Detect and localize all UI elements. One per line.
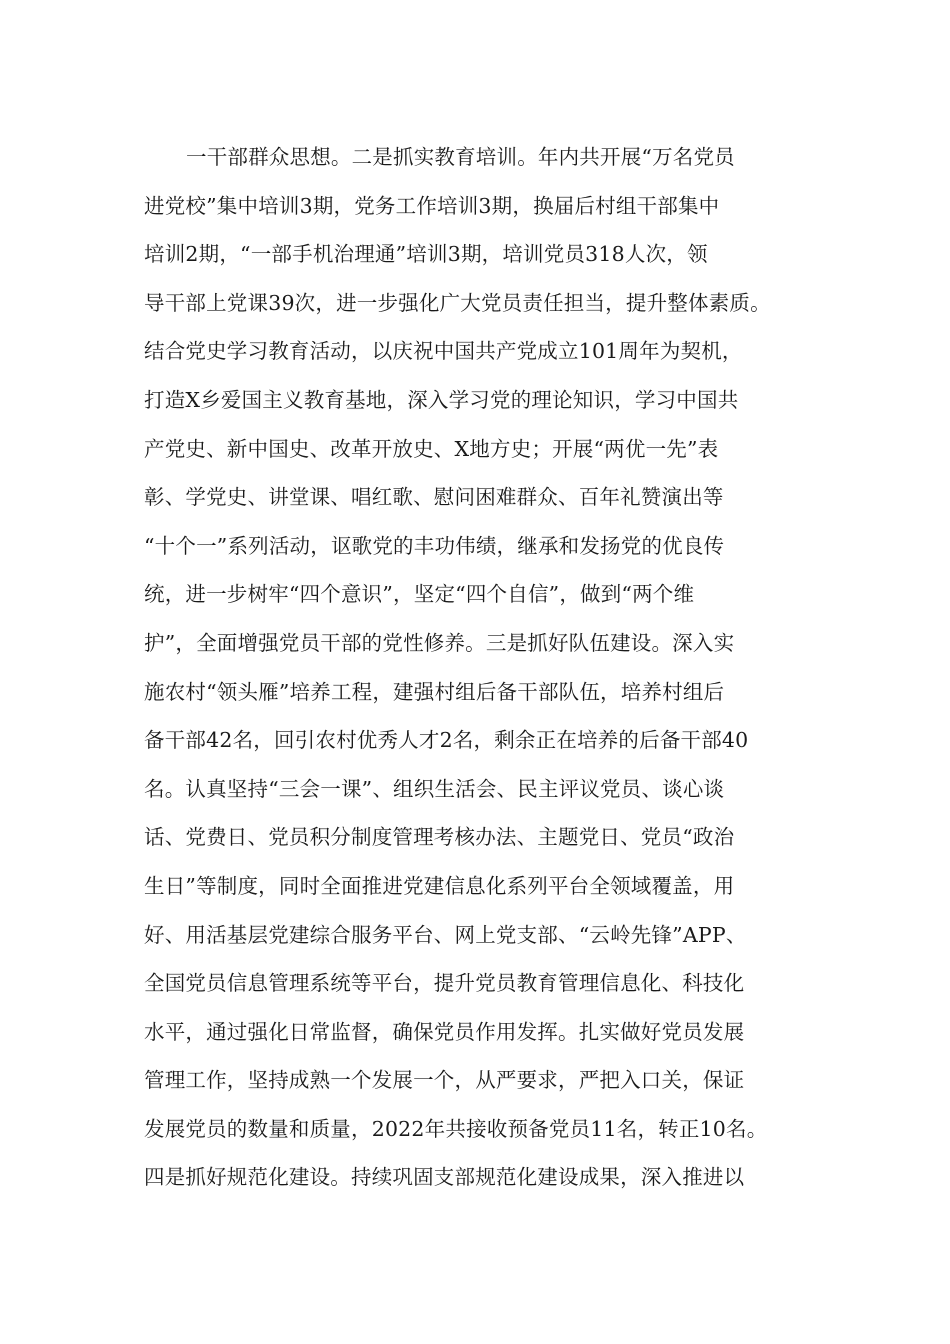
text-line: 发展党员的数量和质量，2022年共接收预备党员11名，转正10名。	[144, 1116, 768, 1141]
text-line: 名。认真坚持“三会一课”、组织生活会、民主评议党员、谈心谈	[144, 776, 725, 801]
text-line: 护”，全面增强党员干部的党性修养。三是抓好队伍建设。深入实	[144, 630, 735, 655]
text-line: 培训2期，“一部手机治理通”培训3期，培训党员318人次，领	[144, 242, 708, 267]
text-line: 备干部42名，回引农村优秀人才2名，剩余正在培养的后备干部40	[144, 728, 749, 753]
text-line: 彰、学党史、讲堂课、唱红歌、慰问困难群众、百年礼赞演出等	[144, 485, 724, 510]
body-paragraph	[144, 133, 814, 1202]
text-line: 一干部群众思想。二是抓实教育培训。年内共开展“万名党员	[186, 145, 735, 169]
text-line: 进党校”集中培训3期，党务工作培训3期，换届后村组干部集中	[144, 193, 720, 218]
text-line: 产党史、新中国史、改革开放史、X地方史；开展“两优一先”表	[144, 436, 719, 461]
text-line: 导干部上党课39次，进一步强化广大党员责任担当，提升整体素质。	[144, 290, 771, 315]
text-line: 好、用活基层党建综合服务平台、网上党支部、“云岭先锋”APP、	[144, 922, 747, 947]
text-line: 生日”等制度，同时全面推进党建信息化系列平台全领域覆盖，用	[144, 873, 735, 898]
text-line: “十个一”系列活动，讴歌党的丰功伟绩，继承和发扬党的优良传	[144, 533, 725, 558]
text-line: 打造X乡爱国主义教育基地，深入学习党的理论知识，学习中国共	[144, 387, 739, 412]
text-line: 统，进一步树牢“四个意识”，坚定“四个自信”，做到“两个维	[144, 582, 695, 607]
text-line: 管理工作，坚持成熟一个发展一个，从严要求，严把入口关，保证	[144, 1068, 745, 1093]
text-line: 全国党员信息管理系统等平台，提升党员教育管理信息化、科技化	[144, 971, 745, 996]
text-line: 施农村“领头雁”培养工程，建强村组后备干部队伍，培养村组后	[144, 679, 725, 704]
text-line: 水平，通过强化日常监督，确保党员作用发挥。扎实做好党员发展	[144, 1019, 745, 1044]
text-line: 话、党费日、党员积分制度管理考核办法、主题党日、党员“政治	[144, 825, 735, 850]
text-line: 结合党史学习教育活动，以庆祝中国共产党成立101周年为契机，	[144, 339, 743, 364]
text-line: 四是抓好规范化建设。持续巩固支部规范化建设成果，深入推进以	[144, 1165, 745, 1190]
